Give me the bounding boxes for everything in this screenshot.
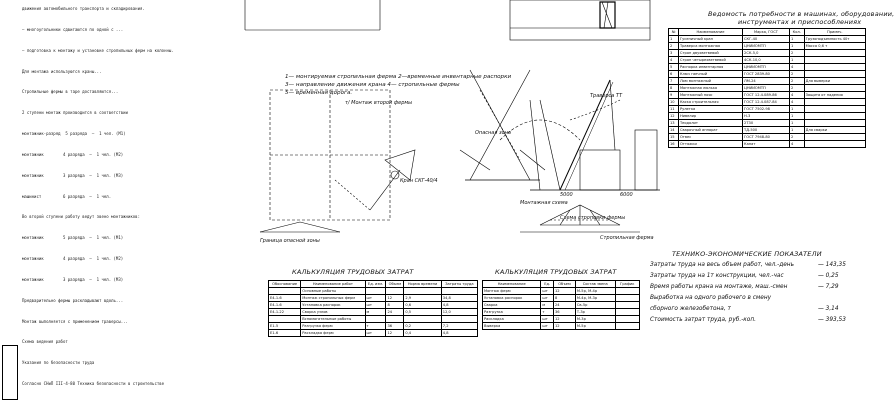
table-cell: 24 [386,309,404,316]
table-cell: 1 [669,36,679,43]
column-header: Наименование [483,281,541,288]
table-cell [269,288,301,295]
table-cell: Св-5р [575,302,615,309]
table-cell: Раскладка [483,316,541,323]
table-cell [386,288,404,295]
table-row [669,85,866,92]
traverse-label: Траверса ТТ [590,93,622,99]
table-cell: Разгрузка ферм [301,323,365,330]
table-row [669,92,866,99]
table-cell: Строп двухветвевой [678,50,742,57]
truss-label: Схема строповки фермы [560,215,626,221]
table-row [483,316,640,323]
table-cell: Монтаж ферм [483,288,541,295]
table-cell: 4,8 [441,302,477,309]
table-cell [615,302,639,309]
table-cell: 2СК-5,0 [743,50,790,57]
table-cell: т [541,309,554,316]
table-cell: 4 [669,57,679,64]
crane-label: Кран СКГ-40/4 [400,178,438,184]
table-cell [804,99,865,106]
table-cell: ЛМ-24 [743,78,790,85]
table-row [269,302,478,309]
table-cell: Раскладка ферм [301,330,365,337]
note-line: Монтаж выполняется с применением траверсы... [22,318,128,324]
monitor-label: т/ Монтаж второй фермы [345,100,413,106]
note-line: Согласно СНиП III-4-80 Техника безопасности в строительстве [22,381,165,387]
table-cell [615,295,639,302]
table-row [269,295,478,302]
table-cell: Сварка узлов [301,309,365,316]
table-cell: Каска строительная [678,99,742,106]
table-cell: Е4-1-6 [269,295,301,302]
labor-calc-table [268,280,478,337]
table-cell: Основные работы [301,288,365,295]
table-row [269,323,478,330]
table-cell: Лом монтажный [678,78,742,85]
table-cell: 7 [669,78,679,85]
table-row [669,78,866,85]
table-cell: Строп четырехветвевой [678,57,742,64]
tep-value: — 3,14 [818,306,839,312]
table-cell: Н-3 [743,113,790,120]
table-cell: Монтаж стропильных ферм [301,295,365,302]
column-header: Норма времени [404,281,441,288]
table-cell: 4СК-10,0 [743,57,790,64]
table-row [669,64,866,71]
column-header: Ед. [541,281,554,288]
tep-value: — 143,35 [818,262,846,268]
table-cell: Монтажный пояс [678,92,742,99]
table-cell: 0,2 [404,323,441,330]
table-cell: 2 [789,134,804,141]
table-cell: Сварка [483,302,541,309]
table-cell: Отвес [678,134,742,141]
table-row [269,288,478,295]
table-cell: Нивелир [678,113,742,120]
table-cell: шт [365,295,386,302]
table-cell: 2 [789,78,804,85]
table-cell: Установка распорок [483,295,541,302]
table-cell: 12 [553,323,575,330]
table-cell: 2Т30 [743,120,790,127]
table-cell: 2,9 [404,295,441,302]
table-cell: шт [541,295,554,302]
table-cell: т [365,323,386,330]
legend-item: 1— монтируемая стропильная ферма 2—временные инвентарные распорки [285,74,512,80]
table-row [669,134,866,141]
table-header-row [669,29,866,36]
table-cell: 1 [789,106,804,113]
table-row [483,295,640,302]
table-row [669,71,866,78]
note-line: Схема ведения работ [22,339,68,345]
table-cell [804,71,865,78]
table-cell: 13 [669,120,679,127]
table-cell: Распорка инвентарная [678,64,742,71]
table-cell [269,316,301,323]
note-line: — многоугольники сдвигаются по одной с ... [22,26,124,32]
table-cell: 11 [669,106,679,113]
table-cell: 36 [553,309,575,316]
table-cell: ТД-500 [743,127,790,134]
table-row [669,120,866,127]
table-cell: Гусеничный кран [678,36,742,43]
tep-value: — 0,25 [818,273,839,279]
note-line: машинист 6 разряда — 1 чел. [22,193,112,199]
table-cell [365,288,386,295]
table-cell: Т-3р [575,309,615,316]
dimension-label: 5000 [560,192,573,198]
table-cell: 2 [789,71,804,78]
column-header: График [615,281,639,288]
title-block-strip [2,345,18,400]
site-label: Монтажная схема [520,200,568,206]
table-row [669,43,866,50]
table-cell [804,134,865,141]
table-cell [804,57,865,64]
table-cell: 3 [669,50,679,57]
needs-title: Ведомость потребности в машинах, оборудовании, [708,10,894,18]
table-cell: ГОСТ 12.4.087-84 [743,99,790,106]
table-cell: М-5р [575,323,615,330]
note-line: монтажник 4 разряда — 1 чел. (М2) [22,256,124,262]
column-header: Наименование работ [301,281,365,288]
table-cell: 24 [553,302,575,309]
note-line: движения автомобильного транспорта и складирования. [22,6,145,11]
table-cell [804,106,865,113]
table-cell [441,288,477,295]
table-cell: 15 [669,134,679,141]
column-header: Марка, ГОСТ [743,29,790,36]
table-row [269,316,478,323]
table-cell: Вспомогательные работы [301,316,365,323]
table-cell [404,316,441,323]
table-row [669,113,866,120]
truss-caption: Стропильная ферма [600,235,654,241]
table-cell: 4 [789,64,804,71]
table-cell [804,113,865,120]
note-line: Предварительно фермы раскладывают вдоль... [22,297,124,303]
table-cell: Е4-1-22 [269,309,301,316]
table-cell: М-3р [575,316,615,323]
column-header: Объем [553,281,575,288]
table-cell [615,288,639,295]
table-cell: 0,6 [404,302,441,309]
note-line: монтажник 4 разряда — 1 чел. (М2) [22,151,124,157]
tep-label: Стоимость затрат труда, руб.-коп. [650,317,756,323]
table-cell: 12 [669,113,679,120]
table-row [483,323,640,330]
table-cell: 2 [789,50,804,57]
labor-calc-title: КАЛЬКУЛЯЦИЯ ТРУДОВЫХ ЗАТРАТ [292,268,414,276]
table-cell [804,141,865,148]
table-cell: 5 [669,64,679,71]
table-cell: 1 [789,127,804,134]
note-line: Указания по безопасности труда [22,360,95,366]
labor-calc-table-2 [482,280,640,330]
table-cell: 12 [553,316,575,323]
table-row [669,127,866,134]
table-cell: 12,0 [441,309,477,316]
needs-table [668,28,866,148]
table-cell [365,316,386,323]
table-cell: 1 [789,120,804,127]
table-cell: ЦНИИОМТП [743,64,790,71]
column-header: Примеч. [804,29,865,36]
table-cell: Е4-1-6 [269,302,301,309]
column-header: Затраты труда [441,281,477,288]
table-cell [441,316,477,323]
table-cell: 8 [386,302,404,309]
table-cell: Выверка [483,323,541,330]
table-cell [404,288,441,295]
explanatory-note [22,2,240,398]
table-cell: ГОСТ 7948-80 [743,134,790,141]
table-row [669,57,866,64]
table-row [269,330,478,337]
note-line: Для монтажа используются краны... [22,68,102,74]
table-cell: 4 [789,92,804,99]
table-cell [615,309,639,316]
table-row [669,106,866,113]
table-cell: 4 [789,99,804,106]
table-cell: 8 [669,85,679,92]
tep-value: — 7,29 [818,284,839,290]
column-header: Кол. [789,29,804,36]
table-cell: Для сварки [804,127,865,134]
table-row [669,99,866,106]
table-cell: 9 [669,92,679,99]
tep-label: Время работы крана на монтаже, маш.-смен [650,284,788,290]
table-cell: 1 [789,36,804,43]
table-cell [804,64,865,71]
note-line: монтажник 5 разряда — 1 чел. (М1) [22,235,124,241]
table-cell: 0,5 [404,309,441,316]
table-cell [615,316,639,323]
tep-title: ТЕХНИКО-ЭКОНОМИЧЕСКИЕ ПОКАЗАТЕЛИ [672,250,822,258]
table-cell: 4 [789,141,804,148]
table-row [483,288,640,295]
table-cell: 1 [789,57,804,64]
tep-value: — 393,53 [818,317,846,323]
table-cell: М-4р, М-3р [575,295,615,302]
note-line: — подготовка к монтажу и установке стропильных ферм на колонны. [22,47,174,53]
labor-calc-title-2: КАЛЬКУЛЯЦИЯ ТРУДОВЫХ ЗАТРАТ [495,268,617,276]
table-cell: шт [541,288,554,295]
table-header-row [269,281,478,288]
column-header: Обоснование [269,281,301,288]
note-line: 2 ступени монтаж производится в соответствии [22,110,128,116]
note-line: Стропильные фермы в таре доставляются... [22,89,119,95]
table-cell: Разгрузка [483,309,541,316]
table-cell: СКГ-40 [743,36,790,43]
tep-label: сборного железобетона, т [650,306,731,312]
table-cell: 12 [553,288,575,295]
table-cell [386,316,404,323]
reach-label: Граница опасной зоны [260,238,320,244]
table-cell [804,120,865,127]
table-cell: Оттяжки [678,141,742,148]
column-header: Состав звена [575,281,615,288]
table-cell: 16 [669,141,679,148]
tep-label: Затраты труда на 1т конструкции, чел.-час [650,273,784,279]
table-cell: ЦНИИОМТП [743,85,790,92]
table-cell: Установка распорок [301,302,365,309]
table-cell: шт [365,302,386,309]
table-cell: ЦНИИОМТП [743,43,790,50]
table-cell: 4,8 [441,330,477,337]
table-cell: ГОСТ 7502-98 [743,106,790,113]
table-cell: Теодолит [678,120,742,127]
zone-label: Опасная зона [475,130,511,136]
table-cell: м [365,309,386,316]
column-header: Ед. изм. [365,281,386,288]
table-cell: 12 [386,330,404,337]
table-cell [615,323,639,330]
table-cell: 1 [789,113,804,120]
note-line: монтажник-разряд 5 разряда — 1 чел. (М1) [22,131,126,137]
note-line: монтажник 3 разряда — 1 чел. (М3) [22,276,124,282]
table-cell: Для выверки [804,78,865,85]
table-cell: 34,8 [441,295,477,302]
table-cell: Траверса монтажная [678,43,742,50]
table-cell: Сварочный аппарат [678,127,742,134]
table-header-row [483,281,640,288]
tep-label: Затраты труда на весь объем работ, чел.-день [650,262,795,268]
table-cell: 8 [553,295,575,302]
table-row [483,302,640,309]
table-cell: Е1-6 [269,330,301,337]
table-cell: Ключ гаечный [678,71,742,78]
table-cell: шт [541,323,554,330]
table-row [669,36,866,43]
table-cell: Е1-5 [269,323,301,330]
table-cell [804,85,865,92]
table-cell: 2 [669,43,679,50]
table-cell: М-5р, М-4р [575,288,615,295]
note-line: монтажник 3 разряда — 1 чел. (М3) [22,172,124,178]
legend-item: 3— направление движения крана 4— стропильные фермы [285,82,460,88]
table-cell: ГОСТ 2839-80 [743,71,790,78]
table-cell: 14 [669,127,679,134]
dimension-label: 6000 [620,192,633,198]
column-header: Объем [386,281,404,288]
table-cell: Канат [743,141,790,148]
table-cell: шт [365,330,386,337]
table-cell: Масса 0,6 т [804,43,865,50]
legend-item: 5— временная дорога. [285,90,353,96]
table-cell: Грузоподъемность 40т [804,36,865,43]
table-cell: м [541,302,554,309]
table-cell: 36 [386,323,404,330]
table-cell: 7,2 [441,323,477,330]
table-cell: 2 [789,85,804,92]
table-row [269,309,478,316]
table-cell [804,50,865,57]
column-header: Наименование [678,29,742,36]
needs-subtitle: инструментах и приспособлениях [738,18,862,26]
table-cell: 6 [669,71,679,78]
table-row [483,309,640,316]
tep-label: Выработка на одного рабочего в смену [650,295,772,301]
table-cell: Монтажная люлька [678,85,742,92]
table-cell: 0,4 [404,330,441,337]
table-cell: 1 [789,43,804,50]
table-row [669,50,866,57]
table-cell: Защита от падения [804,92,865,99]
table-cell: 10 [669,99,679,106]
note-line: Во второй ступени работу ведут звено монтажников: [22,214,141,220]
table-cell: 12 [386,295,404,302]
table-cell: ГОСТ 12.4.089-86 [743,92,790,99]
table-cell: шт [541,316,554,323]
column-header: № [669,29,679,36]
table-row [669,141,866,148]
table-cell: Рулетка [678,106,742,113]
assembly-drawings [240,0,660,240]
